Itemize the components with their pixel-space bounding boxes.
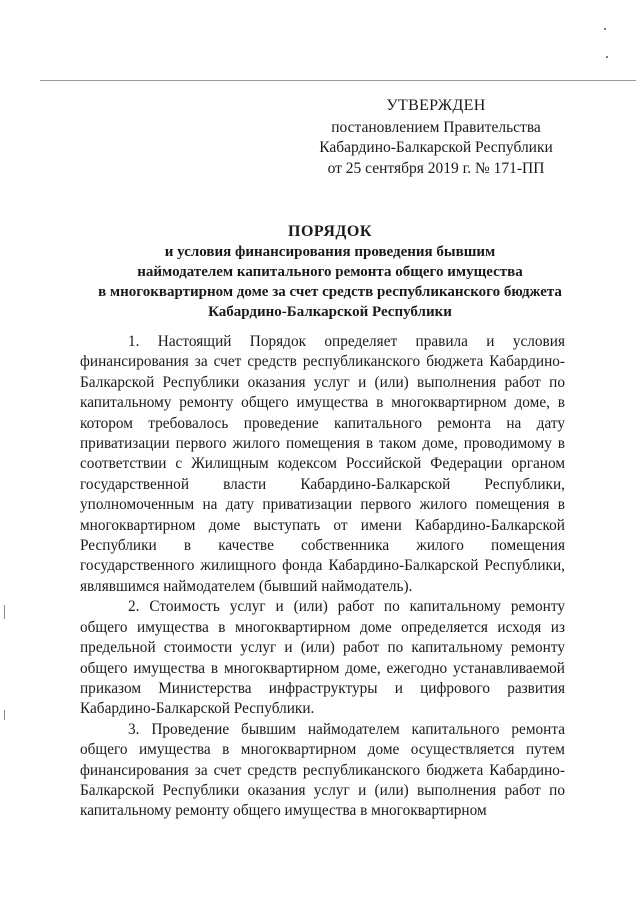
approval-heading: УТВЕРЖДЕН xyxy=(386,97,486,114)
scan-speck xyxy=(604,28,606,30)
scan-fold-line xyxy=(40,80,636,81)
scan-margin-mark xyxy=(4,710,5,720)
document-title xyxy=(80,222,580,322)
paragraph: 2. Стоимость услуг и (или) работ по капитальному ремонту общего имущества в многоквартирном доме определяется исходя из предельной стоимости услуг и (или) работ по капитальному ремонту общего имущества в многоквартирном доме, ежегодно устанавливаемой приказом Министерства инфраструктуры и цифрового развития Кабардино-Балкарской Республики. xyxy=(80,598,565,718)
approval-block xyxy=(300,96,572,179)
scan-speck xyxy=(606,56,608,58)
document-body xyxy=(80,332,565,822)
paragraph: 3. Проведение бывшим наймодателем капитального ремонта общего имущества в многоквартирном доме осуществляется путем финансирования за счет средств республиканского бюджета Кабардино-Балкарской Республики оказания услуг и (или) выполнения работ по капитальному ремонту общего имущества в многоквартирном xyxy=(80,720,565,820)
title-line: в многоквартирном доме за счет средств республиканского бюджета xyxy=(98,284,562,300)
title-main: ПОРЯДОК xyxy=(288,223,372,240)
title-line: и условия финансирования проведения бывшим xyxy=(164,244,496,260)
scan-margin-mark xyxy=(4,605,5,619)
approval-line: от 25 сентября 2019 г. № 171-ПП xyxy=(327,159,545,177)
paragraph: 1. Настоящий Порядок определяет правила и условия финансирования за счет средств республиканского бюджета Кабардино-Балкарской Республики оказания услуг и (или) выполнения работ по капитальному ремонту общего имущества в многоквартирном доме, в котором требовалось проведение капитального ремонта на дату приватизации первого жилого помещения в таком доме, проводимому в соответствии с Жилищным кодексом Российской Федерации органом государственной власти Кабардино-Балкарской Республики, уполномоченным на дату приватизации первого жилого помещения в многоквартирном доме выступать от имени Кабардино-Балкарской Республики в качестве собственника жилого помещения государственного жилищного фонда Кабардино-Балкарской Республики, являвшимся наймодателем (бывший наймодатель). xyxy=(80,333,565,595)
title-line: Кабардино-Балкарской Республики xyxy=(208,304,452,320)
approval-line: постановлением Правительства xyxy=(331,118,541,136)
approval-line: Кабардино-Балкарской Республики xyxy=(319,139,553,156)
title-line: наймодателем капитального ремонта общего имущества xyxy=(137,264,523,280)
